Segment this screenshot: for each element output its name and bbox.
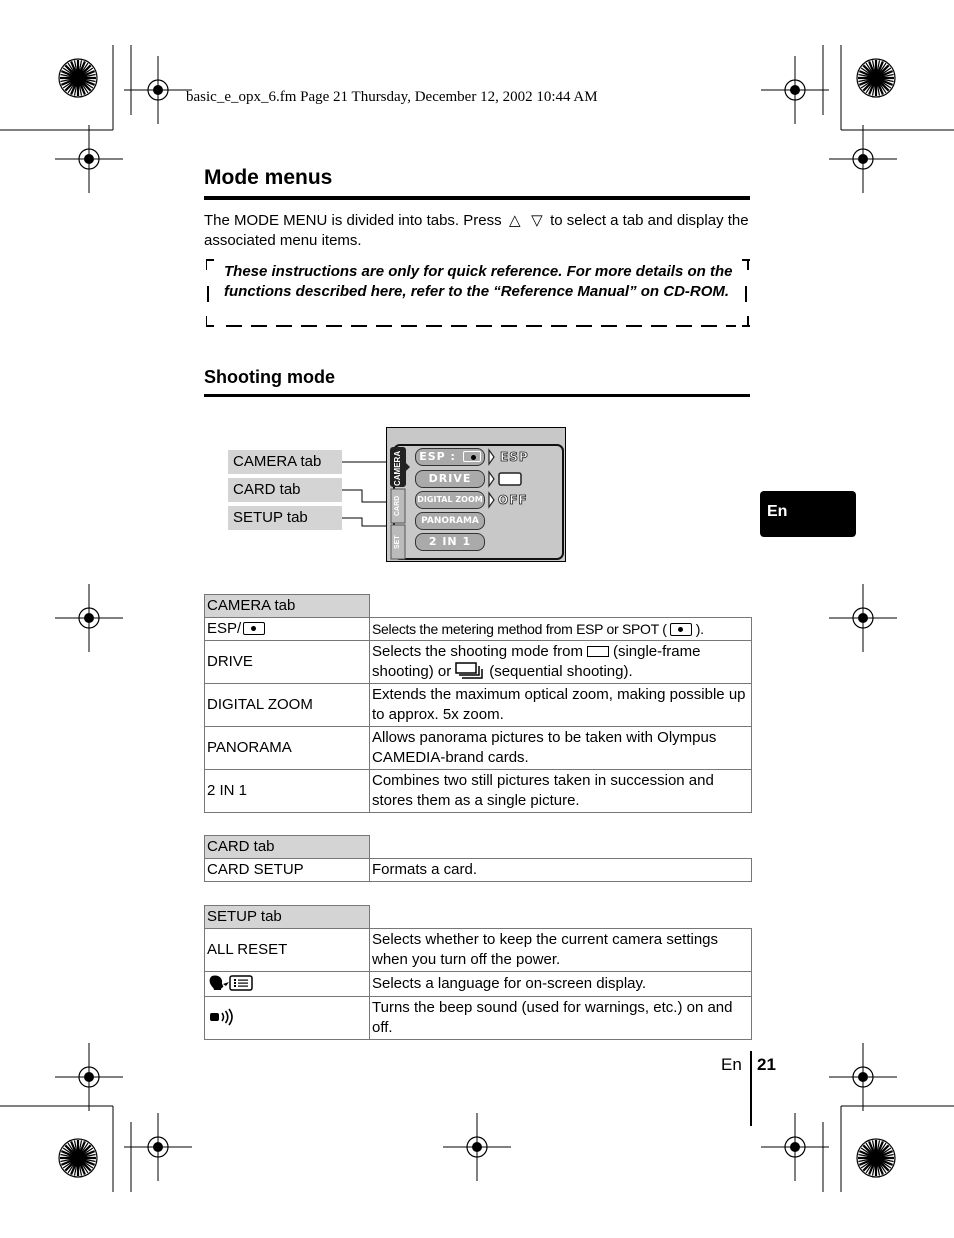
- table-header-row: [205, 836, 752, 859]
- lcd-item-2in1: 2 IN 1: [415, 533, 485, 551]
- row-item: DRIVE: [205, 641, 370, 684]
- row-desc: Allows panorama pictures to be taken with Olympus CAMEDIA-brand cards.: [370, 727, 752, 770]
- row-desc: Selects whether to keep the current camera settings when you turn off the power.: [370, 929, 752, 972]
- intro-text-after: to select a tab and display the associated menu items.: [204, 212, 749, 249]
- section-rule: [204, 394, 750, 397]
- lcd-item-esp-label: ESP :: [419, 450, 456, 463]
- table-header-row: [205, 906, 752, 929]
- lcd-value-digital-zoom: OFF: [498, 493, 528, 507]
- row-desc: Combines two still pictures taken in succession and stores them as a single picture.: [370, 770, 752, 813]
- section-title: Shooting mode: [204, 367, 335, 387]
- spot-metering-icon: [463, 451, 481, 462]
- row-desc: Turns the beep sound (used for warnings, etc.) on and off.: [370, 997, 752, 1040]
- language-icon: [207, 973, 259, 993]
- row-desc: Selects the metering method from ESP or SPOT ( ).: [370, 618, 752, 641]
- note-text: These instructions are only for quick reference. For more details on the functions described here, refer to the “Reference Manual” on CD-ROM.: [224, 263, 733, 300]
- camera-tab-label: CAMERA tab: [228, 450, 342, 474]
- page-number: 21: [757, 1055, 776, 1074]
- screen-tab-camera: CAMERA: [393, 450, 402, 486]
- intro-paragraph: [204, 211, 750, 251]
- camera-tab-table: [204, 594, 752, 813]
- down-arrow-icon: ▽: [531, 212, 543, 229]
- footer-language: En: [721, 1055, 742, 1074]
- row-desc: Extends the maximum optical zoom, making possible up to approx. 5x zoom.: [370, 684, 752, 727]
- table-header-row: [205, 595, 752, 618]
- table-row: [205, 727, 752, 770]
- footer-divider: [750, 1051, 752, 1126]
- table-row: [205, 641, 752, 684]
- screen-tab-card: CARD: [394, 495, 401, 517]
- up-arrow-icon: △: [509, 212, 521, 229]
- setup-tab-label: SETUP tab: [228, 506, 342, 530]
- lcd-item-digital-zoom: DIGITAL ZOOM: [415, 491, 485, 509]
- single-frame-icon: [587, 646, 609, 657]
- file-header: basic_e_opx_6.fm Page 21 Thursday, December 12, 2002 10:44 AM: [186, 89, 598, 105]
- screen-tab-setup: SET: [394, 535, 401, 549]
- lcd-screen: [386, 427, 566, 562]
- intro-text-before: The MODE MENU is divided into tabs. Press: [204, 212, 502, 229]
- row-item: ALL RESET: [205, 929, 370, 972]
- sequential-shooting-icon: [455, 662, 485, 680]
- table-header: CAMERA tab: [205, 595, 370, 618]
- row-item: ESP/: [205, 618, 370, 641]
- table-header: SETUP tab: [205, 906, 370, 929]
- row-item: PANORAMA: [205, 727, 370, 770]
- row-desc: Selects a language for on-screen display.: [370, 972, 752, 997]
- table-row: [205, 770, 752, 813]
- table-row: [205, 997, 752, 1040]
- row-desc: Selects the shooting mode from (single-frame shooting) or (sequential shooting).: [370, 641, 752, 684]
- title-rule: [204, 196, 750, 200]
- page-title: Mode menus: [204, 166, 333, 189]
- lcd-item-panorama: PANORAMA: [415, 512, 485, 530]
- card-tab-label: CARD tab: [228, 478, 342, 502]
- table-row: [205, 972, 752, 997]
- table-row: [205, 684, 752, 727]
- row-item: [205, 972, 370, 997]
- card-tab-table: [204, 835, 752, 882]
- table-row: [205, 618, 752, 641]
- language-side-tab: En: [760, 491, 856, 537]
- lcd-item-drive: DRIVE: [415, 470, 485, 488]
- beep-sound-icon: [207, 1007, 237, 1027]
- row-item: DIGITAL ZOOM: [205, 684, 370, 727]
- table-row: [205, 929, 752, 972]
- row-item: [205, 997, 370, 1040]
- row-item: 2 IN 1: [205, 770, 370, 813]
- setup-tab-table: [204, 905, 752, 1040]
- spot-metering-icon: [670, 623, 692, 636]
- lcd-value-esp: ESP: [500, 450, 529, 464]
- lcd-item-esp: [415, 448, 485, 466]
- spot-metering-icon: [243, 622, 265, 635]
- table-header: CARD tab: [205, 836, 370, 859]
- table-row: [205, 859, 752, 882]
- row-item: CARD SETUP: [205, 859, 370, 882]
- row-desc: Formats a card.: [370, 859, 752, 882]
